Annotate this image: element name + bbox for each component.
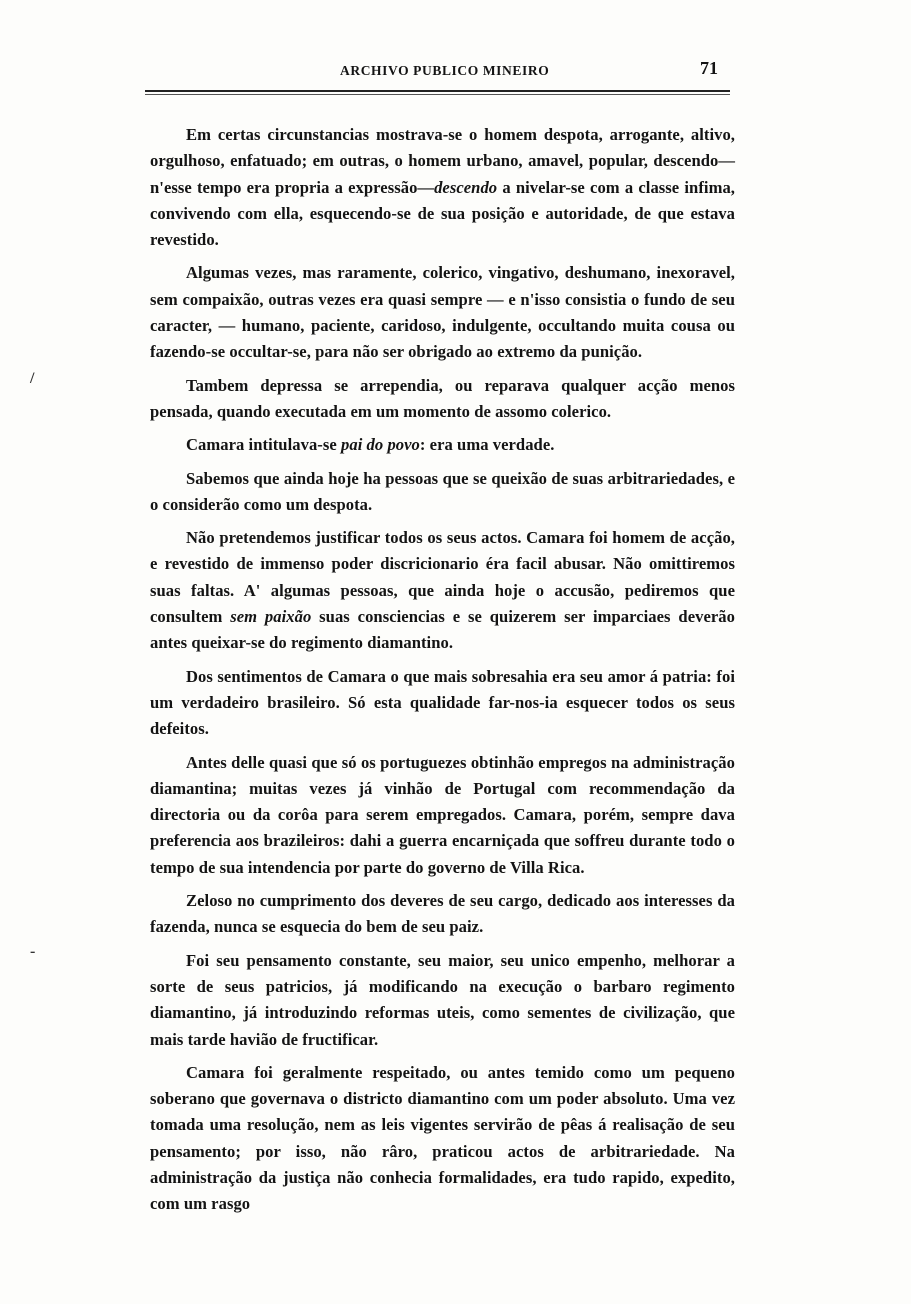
paragraph (150, 122, 735, 253)
paragraph-text: Camara intitulava-se (186, 435, 341, 455)
paragraph-italic: descendo (434, 177, 498, 197)
paragraph (150, 466, 735, 519)
paragraph-text: a nivelar-se com a classe infima, convivendo com ella, esquecendo-se de sua posição e autoridade, de que estava revestido. (150, 177, 735, 250)
paragraph-italic: sem paixão (230, 607, 312, 627)
paragraph-text: Foi seu pensamento constante, seu maior, seu unico empenho, melhorar a sorte de seus patricios, já modificando na execução o barbaro regimento diamantino, já introduzindo reformas uteis, como sementes de civilização, que mais tarde havião de fructificar. (150, 950, 735, 1049)
page-number: 71 (700, 58, 718, 78)
paragraph (150, 432, 735, 458)
running-title: ARCHIVO PUBLICO MINEIRO (340, 63, 550, 78)
margin-mark: - (30, 943, 36, 960)
paragraph (150, 888, 735, 941)
paragraph (150, 1060, 735, 1218)
paragraph-text: : era uma verdade. (419, 435, 555, 455)
paragraph-text: Sabemos que ainda hoje ha pessoas que se queixão de suas arbitrariedades, e o considerão como um despota. (150, 468, 735, 514)
paragraph-text: Antes delle quasi que só os portuguezes obtinhão empregos na administração diamantina; muitas vezes já vinhão de Portugal com recommendação da directoria ou da corôa para serem empregados. Camara, porém, sempre dava preferencia aos brazileiros: dahi a guerra encarniçada que soffreu durante todo o tempo de sua intendencia por parte do governo de Villa Rica. (150, 752, 735, 877)
paragraph-text: suas consciencias e se quizerem ser imparciaes deverão antes queixar-se do regimento diamantino. (150, 607, 735, 653)
paragraph (150, 525, 735, 656)
body-text (150, 122, 735, 1225)
header-rule-thin (145, 94, 730, 95)
paragraph (150, 750, 735, 881)
page-header (145, 58, 730, 88)
paragraph-text: Em certas circunstancias mostrava-se o homem despota, arrogante, altivo, orgulhoso, enfatuado; em outras, o homem urbano, amavel, popular, descendo—n'esse tempo era propria a expressão— (150, 125, 735, 197)
paragraph-text: Não pretendemos justificar todos os seus actos. Camara foi homem de acção, e revestido de immenso poder discricionario éra facil abusar. Não omittiremos suas faltas. A' algumas pessoas, que ainda hoje o accusão, pediremos que consultem (150, 528, 735, 627)
paragraph (150, 260, 735, 365)
paragraph (150, 948, 735, 1053)
paragraph-text: Dos sentimentos de Camara o que mais sobresahia era seu amor á patria: foi um verdadeiro brasileiro. Só esta qualidade far-nos-ia esquecer todos os seus defeitos. (150, 666, 735, 739)
paragraph-italic: pai do povo (341, 435, 420, 455)
margin-mark: / (30, 370, 35, 387)
paragraph-text: Tambem depressa se arrependia, ou reparava qualquer acção menos pensada, quando executada em um momento de assomo colerico. (150, 375, 735, 421)
header-rule (145, 90, 730, 92)
paragraph-text: Camara foi geralmente respeitado, ou antes temido como um pequeno soberano que governava o districto diamantino com um poder absoluto. Uma vez tomada uma resolução, nem as leis vigentes servirão de pêas á realisação de seu pensamento; por isso, não râro, praticou actos de arbitrariedade. Na administração da justiça não conhecia formalidades, era tudo rapido, expedito, com um rasgo (150, 1062, 735, 1214)
paragraph (150, 373, 735, 426)
paragraph (150, 664, 735, 743)
paragraph-text: Zeloso no cumprimento dos deveres de seu cargo, dedicado aos interesses da fazenda, nunca se esquecia do bem de seu paiz. (150, 891, 735, 937)
paragraph-text: Algumas vezes, mas raramente, colerico, vingativo, deshumano, inexoravel, sem compaixão, outras vezes era quasi sempre — e n'isso consistia o fundo de seu caracter, — humano, paciente, caridoso, indulgente, occultando muita cousa ou fazendo-se occultar-se, para não ser obrigado ao extremo da punição. (150, 263, 735, 362)
